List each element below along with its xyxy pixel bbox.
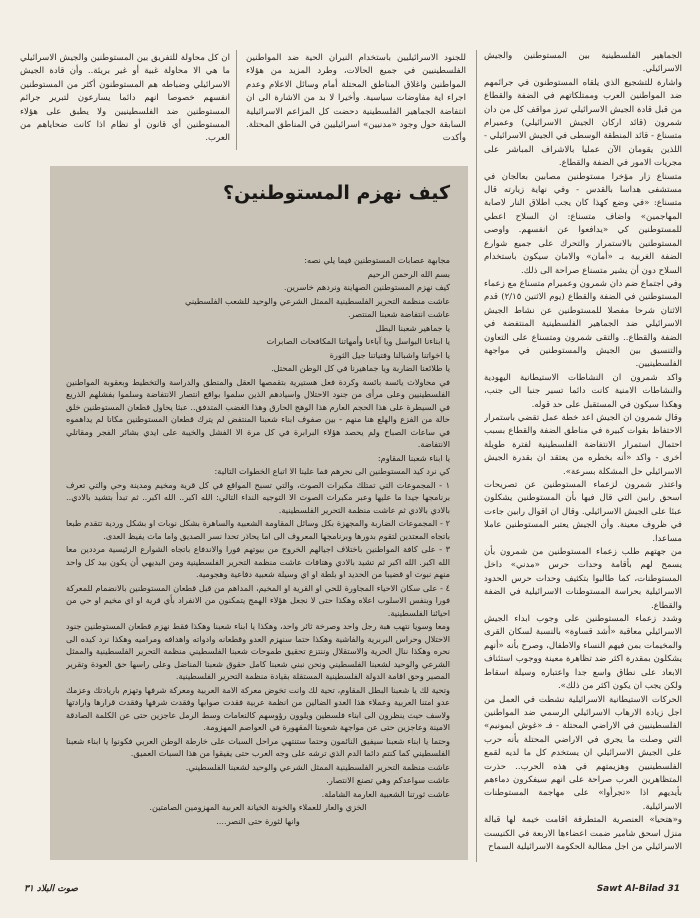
box-body <box>66 254 450 850</box>
box-paragraph: ٣ - على كافة المواطنين باختلاف اجيالهم الخروج من بيوتهم فورا والاندفاع باتجاه الشوارع الرئيسية مرددين معا الله اكبر. الله اكبر ثم تشيد بالادي وهتافات عاشت منظمة التحرير الفلسطينية ومن البديهي أن يكون بيد كل واحد منهم نبوت او قضيبا من الحديد او بلطة او اي وسيلة شعبية دفاعية وهجومية. <box>66 544 450 579</box>
box-title: كيف نهزم المستوطنين؟ <box>223 182 450 204</box>
box-paragraph: يا جماهير شعبنا البطل <box>375 322 450 333</box>
box-paragraph: الخزي والعار للعملاء والخونة الخيانة العربية المهزومين الصامتين. <box>149 802 367 812</box>
paragraph: واعتذر شمرون لزعماء المستوطنين عن تصريحات اسحق رابين التي قال فيها بأن المستوطنين يشكلون عبئا على الجيش الاسرائيلي. وقال ان اقوال رابين جاءت في ظروف معينة. وأن الجيش يعتبر المستوطنين عاملا مساعدا. <box>484 480 682 544</box>
box-paragraph: عاشت منظمة التحرير الفلسطينية الممثل الشرعي والوحيد لشعبنا الفلسطيني. <box>185 761 450 772</box>
article-column-top-middle <box>246 52 466 152</box>
column-divider-top <box>236 50 237 150</box>
box-paragraph: يا طلائعنا الضاربة ويا جماهيرنا في كل الوطن المحتل. <box>271 363 450 373</box>
footer-page-number-arabic: صوت البلاد ٣١ <box>24 884 79 894</box>
article-column-top-left <box>20 52 230 152</box>
paragraph: و«هتحيا» العنصرية المتطرفة اقامت خيمة لها قبالة منزل اسحق شامير ضمت اعضاءها الاربعة في الكنيست الاسرائيلي من اجل مطالبة الحكومة الاسرائيلية السماح <box>484 815 682 852</box>
box-paragraph: عاشت منظمة التحرير الفلسطينية الممثل الشرعي والوحيد للشعب الفلسطيني <box>185 295 450 306</box>
paragraph: الحركات الاستيطانية الاسرائيلية نشطت في العمل من اجل زيادة الارهاب الاسرائيلي الرسمي ضد المواطنين الفلسطينيين في الاراضي المحتلة - فـ «غوش ايمونيم» التي وصلت ما يجري في الاراضي المحتلة بأنه حرب على الجيش الاسرائيلي ان يستخدم كل ما لديه لقمع الفلسطينيين وهزيمتهم في هذه الحرب.. حذرت المتظاهرين العرب صراحة على انهم سيفكرون دماءهم بأيديهم اذا «تجرأوا» على مهاجمة المستوطنات الاسرائيلية. <box>484 694 682 812</box>
box-paragraph: يا ابناء شعبنا المقاوم: <box>377 452 450 463</box>
box-paragraph: ٤ - على سكان الاحياء المجاورة للحي او القرية او المخيم، المداهم من قبل قطعان المستوطنين بالانضمام للمعركة فورا وبنفس الاسلوب اعلاه وهكذا حتى لا نجعل هؤلاء الهمج يتمكنون من الانفراد بأي قرية او اي مخيم او حي من احيائنا الفلسطينية. <box>66 582 450 618</box>
paragraph: وفي اجتماع ضم دان شمرون وعميرام متسناع مع زعماء المستوطنين في الضفة والقطاع (يوم الاثنين ٢/١٥) قدم الاثنان شرحا مفصلا للمستوطنين عن نشاط الجيش الاسرائيلي ضد الجماهير الفلسطينية المنتفضة في الضفة والقطاع.. والتقى شمرون ومتسناع على التعاون والتنسيق بين الجيش والمستوطنين في مواجهة الفلسطينيين. <box>484 278 682 370</box>
paragraph: الجماهير الفلسطينية بين المستوطنين والجيش الاسرائيلي. <box>484 51 682 75</box>
box-paragraph: ومعا وسويا نتهب هبة رجل واحد وصرخة ثائر واحد، وهكذا يا ابناء شعبنا وهكذا فقط نهزم قطعان المستوطنين جنود الاحتلال وحراس البربرية والفاشية وهكذا حتما سنهزم العدو وقطعانه وادواته واهدافه ومراميه وهكذا نرد كيده الى نحره وهكذا ننال الحرية والاستقلال وننتزع تحقيق طموحات شعبنا الفلسطيني منظمة التحرير الفلسطينية والممثل الشرعي والوحيد لشعبنا الفلسطيني ونحن نبني شعبنا كامل حقوق شعبنا المناضل وعلى راسها حق العودة وتقرير المصير وحق اقامة الدولة الفلسطينية المستقلة بقيادة منظمة التحرير الفلسطينية. <box>66 621 450 681</box>
box-paragraph: يا ابناءنا البواسل ويا آباءنا وأمهاتنا المكافحات الصابرات <box>266 336 450 346</box>
paragraph: وقال شمرون ان الجيش اعد خطة عمل تقضي باستمرار الاحتفاظ بقوات كبيرة في مناطق الضفة والقطاع بسبب احتمال استمرار الانتفاضة الفلسطينية لفترة طويلة أخرى - واكد «أنه بخطره من يعتقد ان بقدرة الجيش الاسرائيلي حل المشكلة بسرعة». <box>484 412 682 477</box>
paragraph: ان كل محاولة للتفريق بين المستوطنين والجيش الاسرائيلي ما هي الا محاولة غبية أو غير بريئة.. وأن قادة الجيش الاسرائيلي وضباطه هم المستوطنون أكثر من المستوطنين انفسهم خصوصا انهم دائما يسارعون لتبرير جرائم المستوطنين ضد الفلسطينيين ولا يطبق على هؤلاء المستوطنين أي قانون أو نظام اذا كانت ضحاياهم من العرب. <box>20 53 230 144</box>
paragraph: واشارة للتشجيع الذي يلقاه المستوطنون في جرائمهم ضد المواطنين العرب وممتلكاتهم في الضفة والقطاع من قبل قادة الجيش الاسرائيلي تبرز مواقف كل من دان شمرون (قائد اركان الجيش الاسرائيلي) وعميرام متسناع - قائد المنطقة الوسطى في الجيش الاسرائيلي - اللذين يقومان الآن عمليا بالاشراف المباشر على مجريات الامور في الضفة والقطاع. <box>484 77 682 169</box>
footer-page-number-latin: Sawt Al-Bilad 31 <box>596 884 680 894</box>
box-paragraph: عاشت انتفاضة شعبنا المنتصر. <box>348 309 450 319</box>
paragraph: متسناع زار مؤخرا مستوطنين مصابين بعالجان في مستشفى هداسا بالقدس - وفي نهاية زيارته قال متسناع: «في وضع كهذا كان يجب اطلاق النار لاصابة المهاجمين» واضاف متسناع: ان السلاح اعطي للمستوطنين كي «يدافعوا عن انفسهم. واوصى المستوطنين بالاستمرار والتحرك على جميع شوارع الضفة الغربية بـ «أمان» والامان سيكون باستخدام السلاح دون أن يشير متسناع صراحة الى ذلك. <box>484 171 682 276</box>
box-paragraph: يا اخواتنا واشبالنا وفتياتنا جيل الثورة <box>329 349 450 360</box>
statement-box <box>50 166 468 860</box>
paragraph: وشدد زعماء المستوطنين على وجوب ابداء الجيش الاسرائيلي معاقبة «أشد قساوة» بالنسبة لسكان القرى والمخيمات بمن فيهم النساء والاطفال، وصرح بأنه «أنهم يشكلون بمقدرة اكثر ضد تظاهرة معينة ووجوب استئناف الابعاد على نطاق واسع جدا واعتباره وسيلة اسقاط ولكن يجب ان يكون اكثر من ذلك». <box>484 614 682 692</box>
box-paragraph: في محاولات يائسة بائسة وكردة فعل هستيرية بتقمصها العقل والمنطق والدراسة والتخطيط وبعقوبة المواطنين الفلسطينيين وعلى مرأى من جنود الاحتلال واسيادهم الذين سلموا بواقع انتصار الانتفاضة وسلموا بفشلهم الذريع في السيطرة على هذا الحجم العارم هذا الوهج الحارق وهذا الغضب المتدفق.. عبثا يحاول قطعان المستوطنين خلق حالة من الفزع والهلع هنا منهم - بين صفوف ابناء شعبنا المنتفض لم يترك قطعان المستوطنين مكانا لم يداهموه في ساعات الصباح ولم يحصد هؤلاء البرابرة في كل مرة الا الفشل والخيبة على ايدي بشائر الفجر ومقاتلي الانتفاضة. <box>66 376 450 449</box>
box-paragraph: وحتما يا ابناء شعبنا سيفيق النائمون وحتما ستنتهي مراحل السبات على خارطة الوطن العربي فكونوا يا ابناء شعبنا الفلسطيني كما كنتم دائما الدم الذي ترشه على وجه العرب حتى يفيقوا من هذا السبات العميق. <box>66 735 450 758</box>
paragraph: واكد شمرون ان النشاطات الاستيطانية اليهودية والنشاطات الامنية كانت دائما تسير جنبا الى جنب، وهكذا سيكون في المستقبل على حد قوله. <box>484 372 682 410</box>
paragraph: للجنود الاسرائيليين باستخدام النيران الحية ضد المواطنين الفلسطينيين في جميع الحالات، وطرد المزيد من هؤلاء المواطنين واغلاق المناطق المحتلة أمام وسائل الاعلام وعدم اجراء اية مفاوضات سياسية. وأخيرا لا بد من الاشارة الى ان انتفاضة الجماهير الفلسطينية دحضت كل المزاعم الاسرائيلية السابقة حول وجود «مدنيين» اسرائيليين في المناطق المحتلة. وأكدت <box>246 53 466 144</box>
box-paragraph: وانها لثورة حتى النصر.... <box>216 815 300 826</box>
column-divider <box>476 50 477 862</box>
box-paragraph: كي نرد كيد المستوطنين الى نحرهم فما علينا الا اتباع الخطوات التالية: <box>214 466 450 476</box>
box-paragraph: عاشت ثورتنا الشعبية العارمة الشاملة. <box>321 788 450 799</box>
article-column-right <box>484 50 682 860</box>
box-paragraph: ٢ - المجموعات الضاربة والمجهزة بكل وسائل المقاومة الشعبية والساهرة بشكل نوبات او بشكل وردية تتقدم طبعا باتجاه المعتدين لتقوم بدورها وبرنامجها المعروف الى اما يحاذر تحدا نسر الصديق واما مات يفيظ العدى. <box>66 518 450 541</box>
box-paragraph: ١ - المجموعات التي تمتلك مكبرات الصوت، والتي تسبح المواقع في كل قرية ومخيم ومدينة وحي والتي تعرف برنامجها جيدا ما عليها وعبر مكبرات الصوت الا التوجيه النداء التالي: الله اكبر.. الله اكبر.. ثم تبدأ بتشيد بالادي.. بالادي بالادي ثم عاشت منظمة التحرير الفلسطينية. <box>66 479 450 515</box>
box-paragraph: عاشت سواعدكم وهي تصنع الانتصار. <box>326 775 450 785</box>
box-paragraph: بسم الله الرحمن الرحيم <box>367 268 450 279</box>
paragraph: من جهتهم طلب زعماء المستوطنين من شمرون بأن يسمح لهم بأقامة وحدات حرس «مدني» داخل المستوطنات، كما طالبوا بتكثيف وحدات حرس الحدود الاسرائيلية بحراسة المستوطنات الاسرائيلية في الضفة والقطاع. <box>484 547 682 611</box>
box-paragraph: وتحية لك يا شعبنا البطل المقاوم، تحية لك وانت تخوض معركة الامة العربية ومعركة شرفها وتهزم باريادتك وعزمك عدو امتنا العربية وعملاء هذا العدو الضالين من انظمة عربية فقدت صوابها وفقدت شرفها وفقدت قرارها وارادتها ولاسف حيث ينظرون الى ابناء فلسطين ويلوون رؤوسهم كالنعامات وسط الرمل عاجزين حتى عن الكلمة الصادقة الامينة وعاجزين حتى عن مواجهة شعوبنا المقهورة في العواصم المهزومة. <box>66 684 450 732</box>
box-paragraph: مجابهة عصابات المستوطنين فيما يلي نصه: <box>304 255 450 265</box>
box-paragraph: كيف نهزم المستوطنين الصهاينة ونردهم خاسرين. <box>283 282 450 292</box>
